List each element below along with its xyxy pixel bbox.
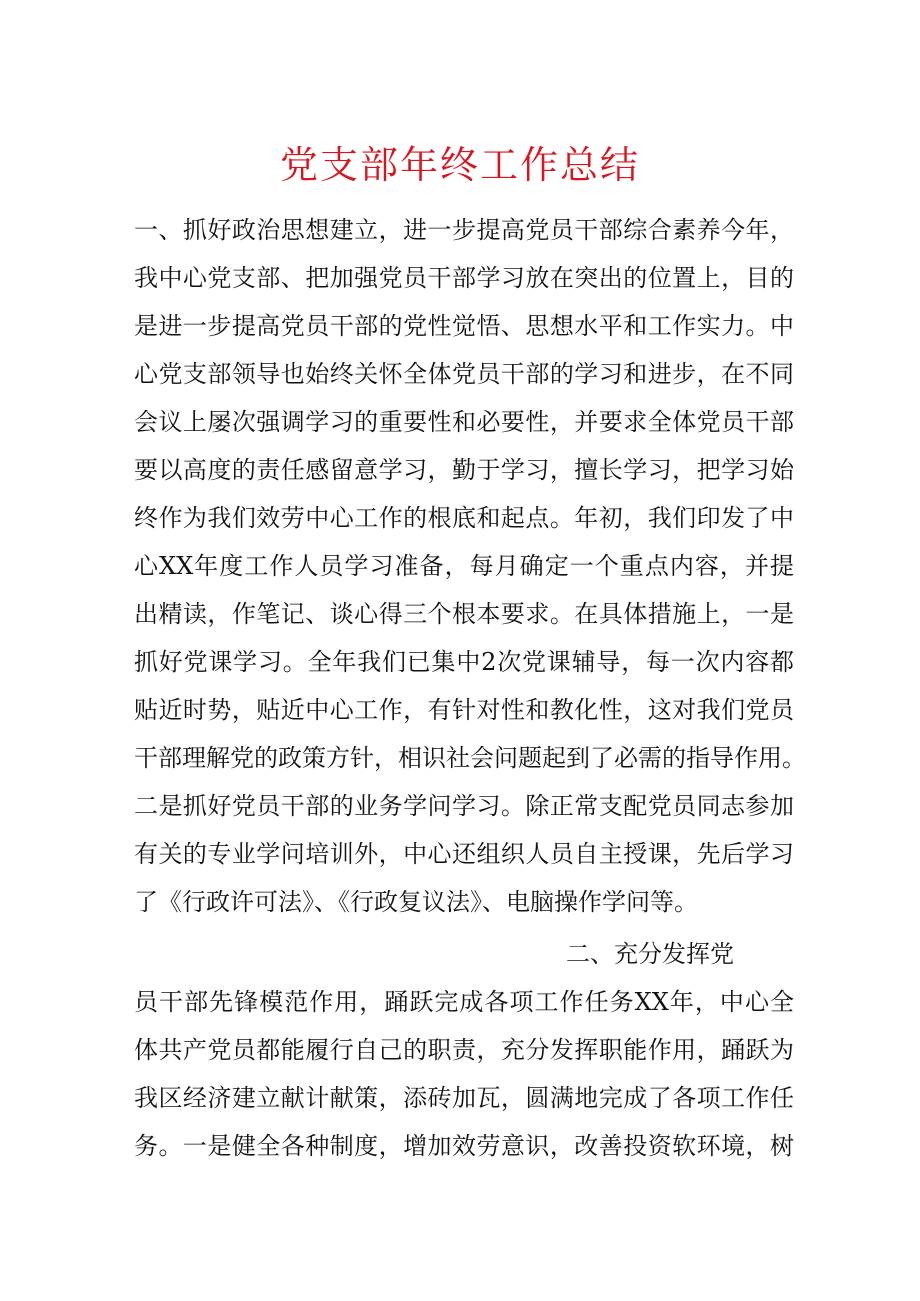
paragraph-line: 抓好党课学习。全年我们已集中2次党课辅导，每一次内容都 [134,648,794,676]
paragraph-line: 贴近时势，贴近中心工作，有针对性和教化性，这对我们党员 [134,696,794,724]
paragraph-line: 我中心党支部、把加强党员干部学习放在突出的位置上，目的 [134,264,794,292]
paragraph-line: 心XX年度工作人员学习准备，每月确定一个重点内容，并提 [134,552,794,580]
paragraph-line: 体共产党员都能履行自己的职责，充分发挥职能作用，踊跃为 [134,1036,794,1064]
section-heading: 二、充分发挥党 [566,940,734,968]
paragraph-line: 我区经济建立献计献策，添砖加瓦，圆满地完成了各项工作任 [134,1084,794,1112]
document-title: 党支部年终工作总结 [279,143,640,187]
paragraph-line: 有关的专业学问培训外，中心还组织人员自主授课，先后学习 [134,840,794,868]
paragraph-line: 务。一是健全各种制度，增加效劳意识，改善投资软环境，树 [134,1132,794,1160]
paragraph-line: 员干部先锋模范作用，踊跃完成各项工作任务XX年，中心全 [134,988,794,1016]
paragraph-line: 心党支部领导也始终关怀全体党员干部的学习和进步，在不同 [134,360,794,388]
paragraph-line: 终作为我们效劳中心工作的根底和起点。年初，我们印发了中 [134,504,794,532]
paragraph-line: 了《行政许可法》、《行政复议法》、电脑操作学问等。 [134,888,698,916]
paragraph-line: 出精读，作笔记、谈心得三个根本要求。在具体措施上，一是 [134,600,794,628]
paragraph-line: 要以高度的责任感留意学习，勤于学习，擅长学习，把学习始 [134,456,794,484]
paragraph-line: 干部理解党的政策方针，相识社会问题起到了必需的指导作用。 [134,744,806,772]
paragraph-line: 是进一步提高党员干部的党性觉悟、思想水平和工作实力。中 [134,312,794,340]
paragraph-line: 一、抓好政治思想建立，进一步提高党员干部综合素养今年， [134,216,794,244]
paragraph-line: 二是抓好党员干部的业务学问学习。除正常支配党员同志参加 [134,792,794,820]
paragraph-line: 会议上屡次强调学习的重要性和必要性，并要求全体党员干部 [134,408,794,436]
